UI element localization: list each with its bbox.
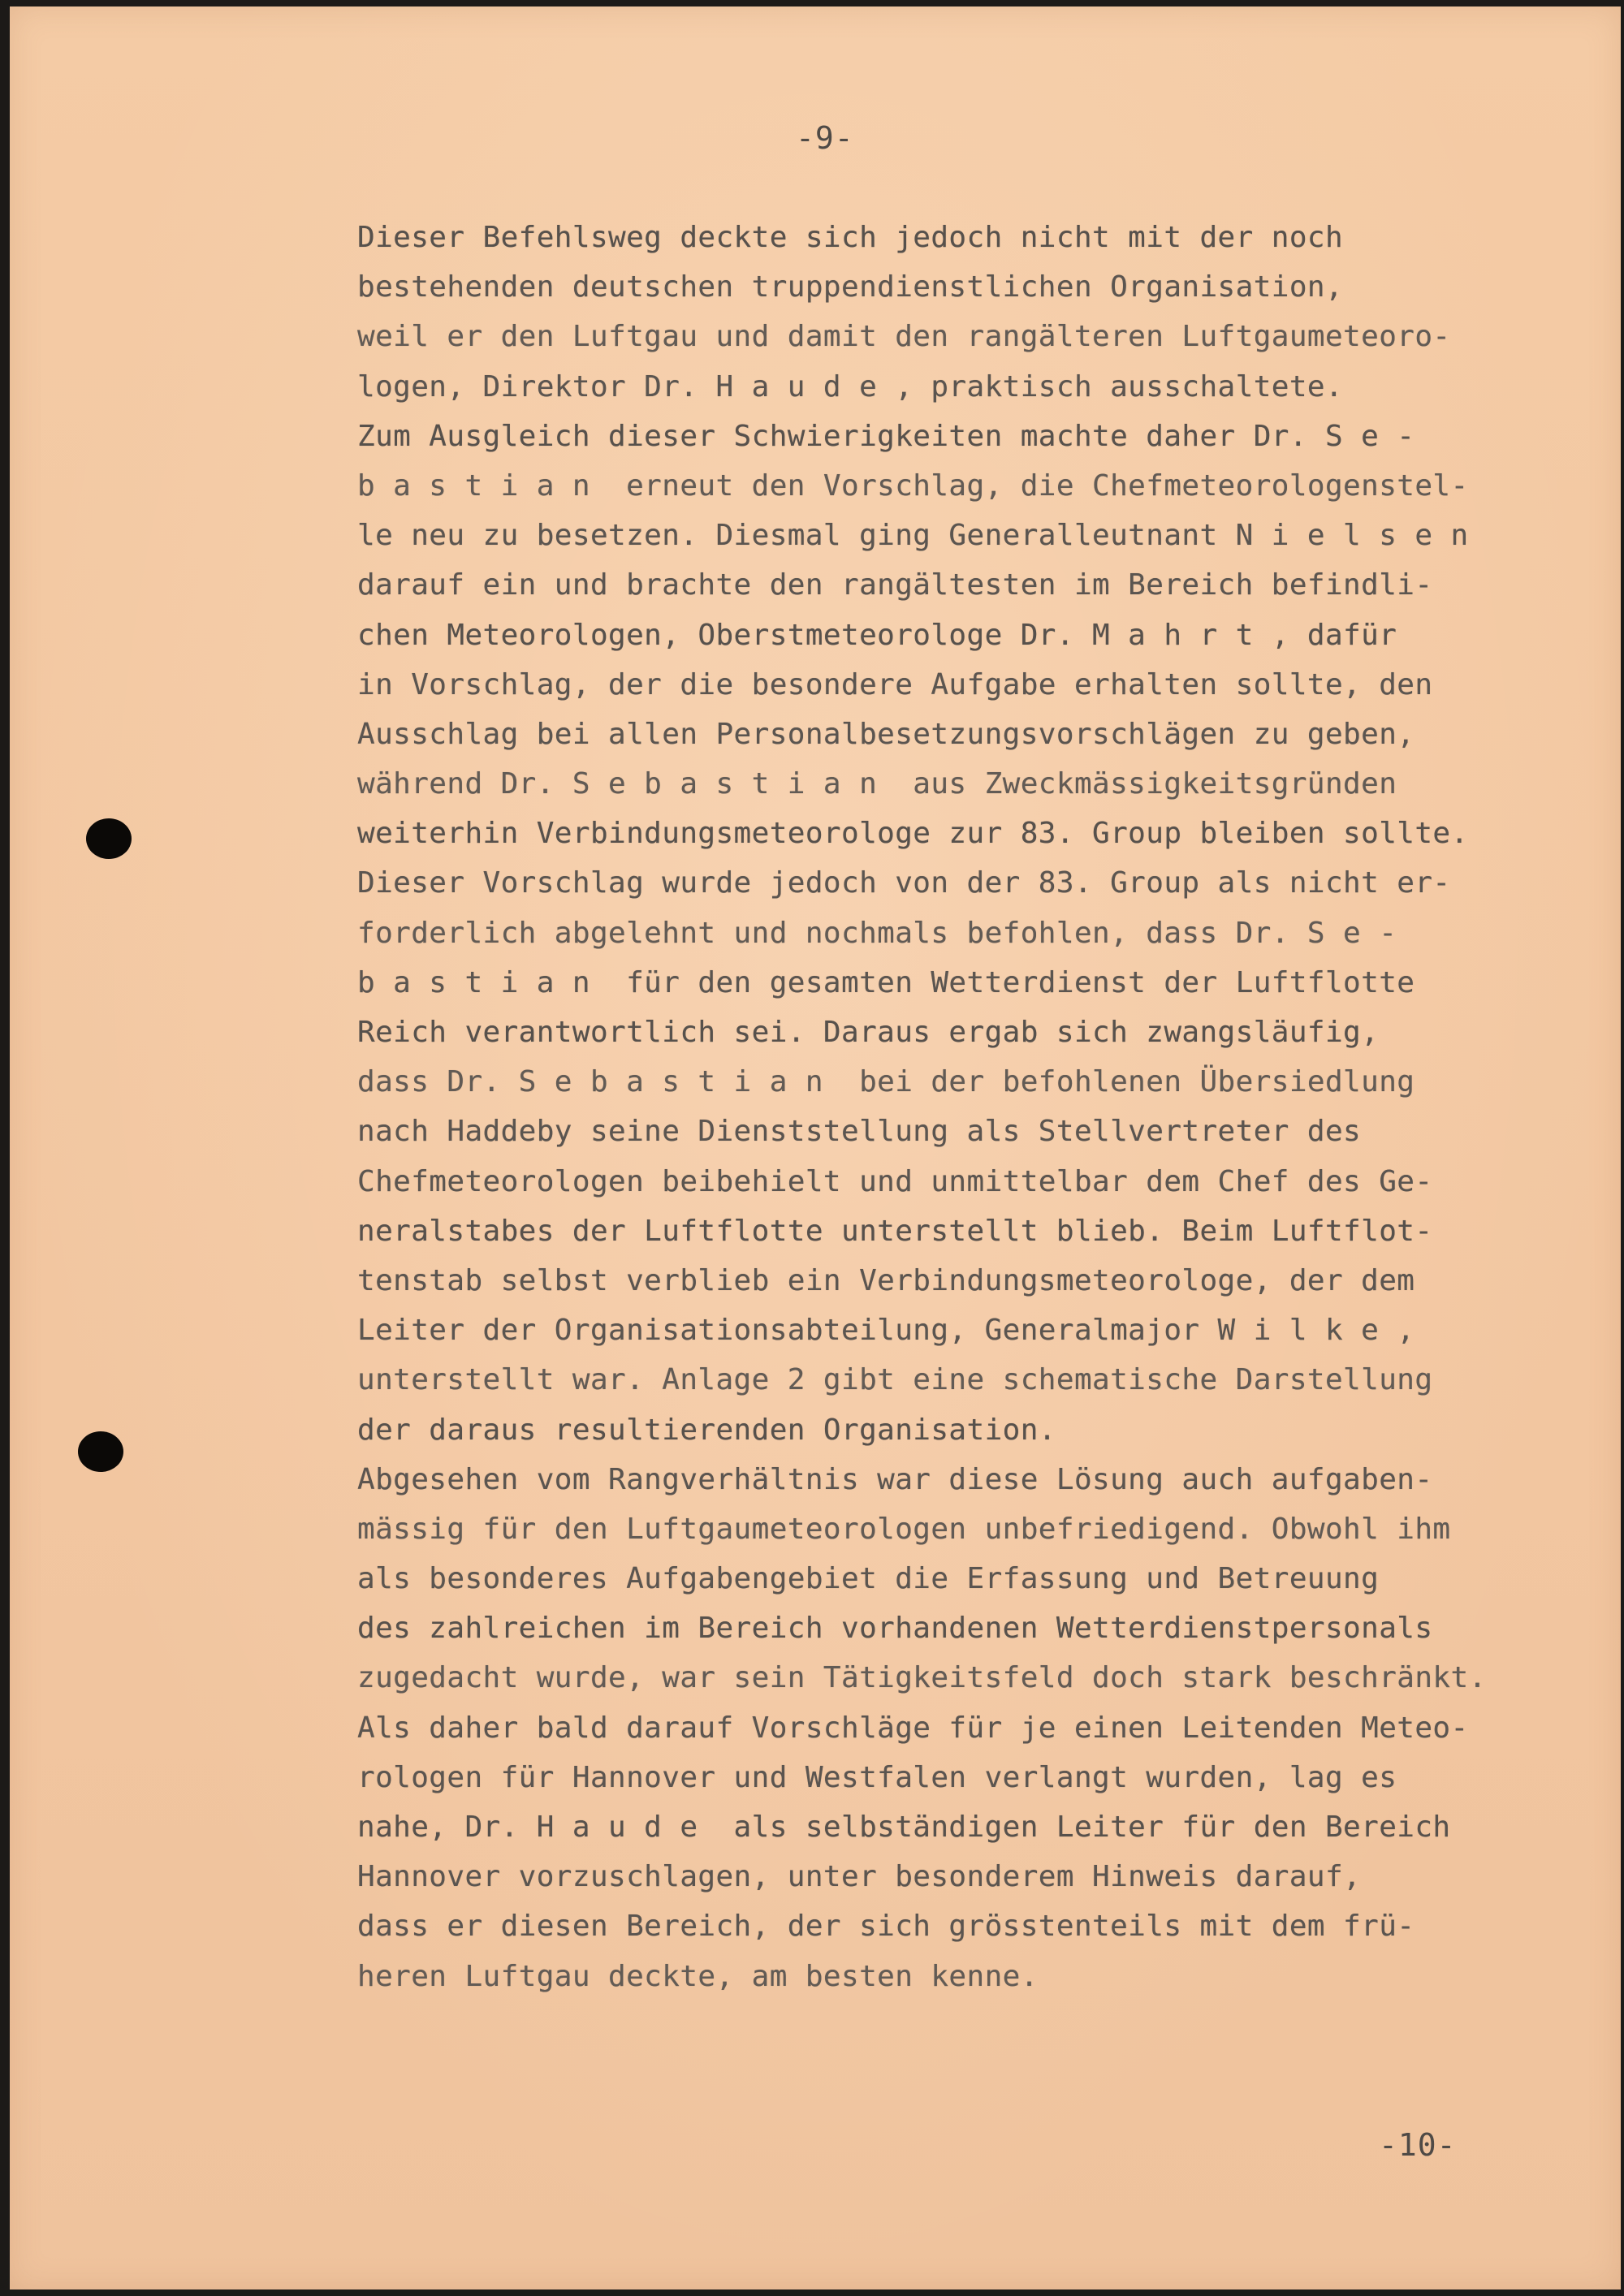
text-line: logen, Direktor Dr. H a u d e , praktisch ausschaltete. [357,369,1344,404]
text-line: rologen für Hannover und Westfalen verlangt wurden, lag es [357,1760,1397,1794]
text-line: chen Meteorologen, Oberstmeteorologe Dr. M a h r t , dafür [357,618,1397,652]
text-line: dass er diesen Bereich, der sich grösstenteils mit dem frü- [357,1910,1415,1944]
text-line: nach Haddeby seine Dienststellung als Stellvertreter des [357,1115,1362,1149]
body-text [357,213,1608,2001]
text-line: tenstab selbst verblieb ein Verbindungsmeteorologe, der dem [357,1263,1415,1297]
text-line: der daraus resultierenden Organisation. [357,1413,1056,1447]
text-line: neralstabes der Luftflotte unterstellt blieb. Beim Luftflot- [357,1214,1433,1248]
text-line: weil er den Luftgau und damit den rangälteren Luftgaumeteoro- [357,320,1451,354]
text-line: als besonderes Aufgabengebiet die Erfassung und Betreuung [357,1562,1380,1596]
text-line: mässig für den Luftgaumeteorologen unbefriedigend. Obwohl ihm [357,1512,1451,1546]
punch-hole-upper [86,818,132,859]
text-line: Leiter der Organisationsabteilung, Generalmajor W i l k e , [357,1314,1415,1348]
text-line: nahe, Dr. H a u d e als selbständigen Leiter für den Bereich [357,1810,1451,1844]
text-line: weiterhin Verbindungsmeteorologe zur 83. Group bleiben sollte. [357,817,1469,851]
text-line: Abgesehen vom Rangverhältnis war diese Lösung auch aufgaben- [357,1462,1433,1496]
text-line: Dieser Vorschlag wurde jedoch von der 83. Group als nicht er- [357,866,1451,900]
text-line: in Vorschlag, der die besondere Aufgabe erhalten sollte, den [357,667,1433,701]
text-line: Dieser Befehlsweg deckte sich jedoch nicht mit der noch [357,221,1344,254]
text-line: Ausschlag bei allen Personalbesetzungsvorschlägen zu geben, [357,717,1415,751]
punch-hole-lower [78,1431,123,1472]
text-line: forderlich abgelehnt und nochmals befohlen, dass Dr. S e - [357,916,1397,950]
text-line: b a s t i a n für den gesamten Wetterdienst der Luftflotte [357,965,1415,999]
text-line: Als daher bald darauf Vorschläge für je einen Leitenden Meteo- [357,1711,1469,1745]
text-line: Hannover vorzuschlagen, unter besonderem Hinweis darauf, [357,1860,1362,1894]
text-line: Chefmeteorologen beibehielt und unmittelbar dem Chef des Ge- [357,1164,1433,1198]
text-line: heren Luftgau deckte, am besten kenne. [357,1959,1039,1993]
text-line: le neu zu besetzen. Diesmal ging Generalleutnant N i e l s e n [357,519,1469,553]
text-line: b a s t i a n erneut den Vorschlag, die Chefmeteorologenstel- [357,468,1469,503]
text-line: während Dr. S e b a s t i a n aus Zweckmässigkeitsgründen [357,767,1397,801]
text-line: dass Dr. S e b a s t i a n bei der befohlenen Übersiedlung [357,1065,1415,1099]
text-line: Reich verantwortlich sei. Daraus ergab sich zwangsläufig, [357,1016,1380,1049]
text-line: des zahlreichen im Bereich vorhandenen Wetterdienstpersonals [357,1612,1433,1646]
page-number: -9- [796,120,854,156]
text-line: zugedacht wurde, war sein Tätigkeitsfeld doch stark beschränkt. [357,1661,1487,1695]
next-page-number: -10- [1379,2127,1457,2163]
text-line: bestehenden deutschen truppendienstlichen Organisation, [357,270,1344,304]
text-line: Zum Ausgleich dieser Schwierigkeiten machte daher Dr. S e - [357,419,1415,453]
text-line: unterstellt war. Anlage 2 gibt eine schematische Darstellung [357,1363,1433,1397]
text-line: darauf ein und brachte den rangältesten im Bereich befindli- [357,568,1433,602]
